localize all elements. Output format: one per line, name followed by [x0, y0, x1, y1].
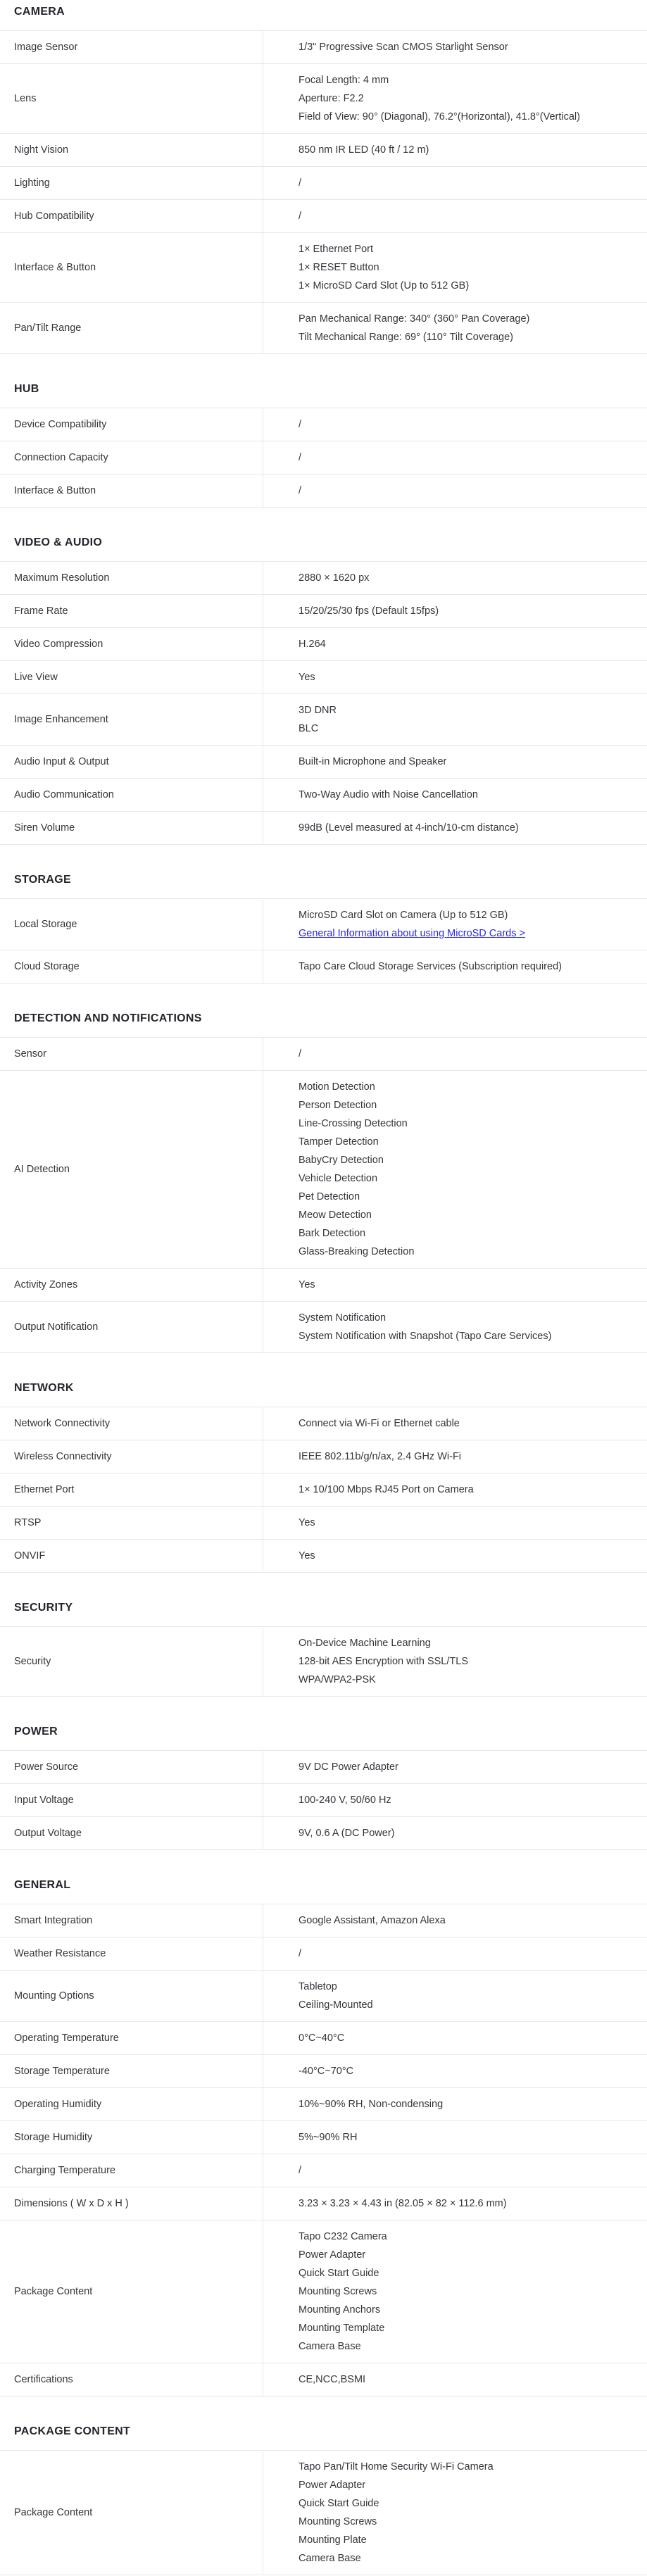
spec-value-line: Tapo C232 Camera [299, 2231, 387, 2242]
spec-row-rtsp [0, 1507, 647, 1540]
spec-label-text: Input Voltage [14, 1795, 74, 1806]
spec-label [0, 2451, 263, 2575]
spec-value-line: BabyCry Detection [299, 1155, 384, 1166]
spec-value-line: 5%~90% RH [299, 2132, 358, 2143]
spec-value-line: 128-bit AES Encryption with SSL/TLS [299, 1656, 468, 1667]
spec-value [263, 2022, 647, 2054]
spec-value-line: Tabletop [299, 1981, 337, 1992]
spec-row-pan-tilt-range [0, 303, 647, 354]
spec-label-text: Security [14, 1656, 51, 1667]
spec-row-image-enhancement [0, 694, 647, 746]
spec-row-sensor [0, 1038, 647, 1071]
spec-row-connection-capacity [0, 441, 647, 475]
spec-label [0, 1784, 263, 1816]
spec-value [263, 1302, 647, 1352]
spec-value-line: H.264 [299, 639, 326, 650]
spec-value [263, 661, 647, 693]
spec-value-line: / [299, 2165, 302, 2176]
spec-value-line: 850 nm IR LED (40 ft / 12 m) [299, 144, 429, 156]
spec-value-line: 99dB (Level measured at 4-inch/10-cm distance) [299, 822, 519, 834]
section-security [0, 1601, 647, 1697]
spec-value [263, 2121, 647, 2154]
spec-label [0, 1817, 263, 1849]
spec-label [0, 2022, 263, 2054]
spec-row-charging-temperature [0, 2154, 647, 2187]
spec-label [0, 1540, 263, 1572]
spec-label [0, 1407, 263, 1440]
spec-label-text: Siren Volume [14, 822, 75, 834]
spec-label-text: Output Voltage [14, 1828, 82, 1839]
spec-label [0, 595, 263, 627]
spec-label [0, 746, 263, 778]
spec-value-line: Tamper Detection [299, 1136, 379, 1148]
spec-label [0, 1507, 263, 1539]
spec-value-line: 1× RESET Button [299, 262, 379, 273]
spec-label-text: Wireless Connectivity [14, 1451, 112, 1462]
spec-value [263, 1269, 647, 1301]
spec-value-line: Pet Detection [299, 1191, 360, 1202]
spec-label [0, 1751, 263, 1783]
spec-value [263, 167, 647, 199]
spec-label [0, 303, 263, 353]
spec-label-text: Weather Resistance [14, 1948, 106, 1959]
spec-value-line: Yes [299, 672, 315, 683]
spec-value-line: CE,NCC,BSMI [299, 2374, 366, 2385]
spec-label-text: Charging Temperature [14, 2165, 116, 2176]
spec-value-line: 3D DNR [299, 705, 337, 716]
spec-value [263, 1038, 647, 1070]
spec-value [263, 779, 647, 811]
spec-value-line: Person Detection [299, 1100, 377, 1111]
spec-value-line: Bark Detection [299, 1228, 366, 1239]
spec-label [0, 1627, 263, 1696]
spec-label [0, 950, 263, 983]
section-title: PACKAGE CONTENT [0, 2425, 647, 2451]
spec-value-line: Meow Detection [299, 1210, 372, 1221]
spec-row-certifications [0, 2363, 647, 2396]
spec-value-line: 100-240 V, 50/60 Hz [299, 1795, 391, 1806]
section-hub [0, 382, 647, 508]
spec-value-line: Focal Length: 4 mm [299, 75, 389, 86]
spec-row-operating-humidity [0, 2088, 647, 2121]
spec-row-night-vision [0, 134, 647, 167]
section-title: SECURITY [0, 1601, 647, 1627]
spec-label-text: AI Detection [14, 1164, 70, 1175]
spec-label-text: Storage Temperature [14, 2066, 110, 2077]
spec-row-lighting [0, 167, 647, 200]
spec-label-text: Network Connectivity [14, 1418, 111, 1429]
spec-label [0, 1937, 263, 1970]
spec-value [263, 475, 647, 507]
spec-value-line: BLC [299, 723, 319, 734]
spec-value [263, 812, 647, 844]
spec-row-smart-integration [0, 1904, 647, 1937]
spec-label-text: Frame Rate [14, 605, 68, 617]
spec-value-line: Power Adapter [299, 2480, 366, 2491]
spec-label-text: Video Compression [14, 639, 103, 650]
spec-value-line: Pan Mechanical Range: 340° (360° Pan Coverage) [299, 313, 530, 325]
spec-label-text: Package Content [14, 2286, 93, 2297]
spec-value [263, 595, 647, 627]
spec-row-audio-input-output [0, 746, 647, 779]
spec-value [263, 2451, 647, 2575]
spec-label-text: Lighting [14, 177, 50, 189]
spec-label [0, 562, 263, 594]
spec-value-line: 0°C~40°C [299, 2032, 345, 2044]
spec-value-line: System Notification with Snapshot (Tapo Care Services) [299, 1331, 552, 1342]
spec-value-line: Tilt Mechanical Range: 69° (110° Tilt Coverage) [299, 332, 513, 343]
spec-row-hub-compatibility [0, 200, 647, 233]
spec-value-line: Mounting Plate [299, 2534, 367, 2546]
spec-value [263, 1937, 647, 1970]
spec-row-ai-detection [0, 1071, 647, 1269]
spec-label-text: Storage Humidity [14, 2132, 93, 2143]
spec-value-line: Tapo Pan/Tilt Home Security Wi-Fi Camera [299, 2461, 494, 2473]
spec-row-local-storage [0, 899, 647, 950]
spec-value-line: Line-Crossing Detection [299, 1118, 408, 1129]
spec-row-ethernet-port [0, 1474, 647, 1507]
spec-value [263, 303, 647, 353]
spec-label [0, 2363, 263, 2396]
spec-label-text: Operating Humidity [14, 2099, 102, 2110]
spec-label [0, 2121, 263, 2154]
spec-label [0, 694, 263, 745]
spec-label [0, 2088, 263, 2121]
section-detection-and-notifications [0, 1012, 647, 1353]
spec-row-network-connectivity [0, 1407, 647, 1440]
spec-label-text: Device Compatibility [14, 419, 107, 430]
spec-value-line: Ceiling-Mounted [299, 1999, 373, 2011]
spec-value-line: Vehicle Detection [299, 1173, 378, 1184]
spec-label [0, 2187, 263, 2220]
spec-value-line: Yes [299, 1517, 315, 1528]
spec-value-line: Two-Way Audio with Noise Cancellation [299, 789, 478, 800]
spec-value [263, 1784, 647, 1816]
spec-label [0, 2154, 263, 2187]
spec-value-line: Google Assistant, Amazon Alexa [299, 1915, 446, 1926]
spec-row-onvif [0, 1540, 647, 1573]
spec-row-storage-humidity [0, 2121, 647, 2154]
spec-label-text: ONVIF [14, 1550, 46, 1562]
spec-value-line: Quick Start Guide [299, 2498, 379, 2509]
spec-label [0, 1971, 263, 2021]
spec-value-line: / [299, 1948, 302, 1959]
section-title: VIDEO & AUDIO [0, 536, 647, 562]
spec-label [0, 628, 263, 660]
spec-value [263, 1507, 647, 1539]
spec-row-interface-button [0, 233, 647, 303]
spec-value-line: Camera Base [299, 2553, 361, 2564]
spec-label-text: Interface & Button [14, 262, 96, 273]
spec-value [263, 1474, 647, 1506]
spec-value-line: Mounting Screws [299, 2286, 377, 2297]
spec-label [0, 31, 263, 63]
spec-label-text: Package Content [14, 2507, 93, 2518]
spec-value-line: / [299, 485, 302, 496]
spec-label [0, 1440, 263, 1473]
spec-value-line: 9V, 0.6 A (DC Power) [299, 1828, 395, 1839]
spec-value-line: 1× Ethernet Port [299, 244, 373, 255]
spec-value-line: Mounting Template [299, 2323, 385, 2334]
spec-value-line: IEEE 802.11b/g/n/ax, 2.4 GHz Wi-Fi [299, 1451, 462, 1462]
spec-value-line: Aperture: F2.2 [299, 93, 364, 104]
spec-value-line: 9V DC Power Adapter [299, 1761, 398, 1773]
spec-label-text: Sensor [14, 1048, 46, 1060]
spec-value-line: 15/20/25/30 fps (Default 15fps) [299, 605, 439, 617]
spec-value [263, 694, 647, 745]
spec-label [0, 64, 263, 133]
spec-value-line: Field of View: 90° (Diagonal), 76.2°(Horizontal), 41.8°(Vertical) [299, 111, 580, 122]
spec-value [263, 2154, 647, 2187]
spec-value-line: Quick Start Guide [299, 2268, 379, 2279]
section-package-content [0, 2425, 647, 2575]
spec-row-package-content [0, 2220, 647, 2363]
spec-label-text: Live View [14, 672, 58, 683]
spec-row-video-compression [0, 628, 647, 661]
spec-value [263, 1071, 647, 1268]
spec-value-line: Connect via Wi-Fi or Ethernet cable [299, 1418, 460, 1429]
spec-row-lens [0, 64, 647, 134]
spec-label-text: Audio Input & Output [14, 756, 109, 767]
spec-value-line: Power Adapter [299, 2249, 366, 2261]
spec-value-line: / [299, 211, 302, 222]
spec-label-text: Lens [14, 93, 37, 104]
spec-label [0, 441, 263, 474]
spec-label-text: Image Sensor [14, 42, 78, 53]
spec-label-text: Image Enhancement [14, 714, 108, 725]
spec-value [263, 1407, 647, 1440]
spec-value-line: / [299, 452, 302, 463]
spec-value-line: 1× 10/100 Mbps RJ45 Port on Camera [299, 1484, 474, 1495]
spec-value [263, 1540, 647, 1572]
spec-value-line: / [299, 177, 302, 189]
spec-label-text: Audio Communication [14, 789, 114, 800]
spec-label [0, 1474, 263, 1506]
spec-row-live-view [0, 661, 647, 694]
spec-value [263, 899, 647, 950]
spec-value-line: On-Device Machine Learning [299, 1638, 431, 1649]
spec-label-text: Hub Compatibility [14, 211, 94, 222]
spec-value [263, 31, 647, 63]
spec-label [0, 1904, 263, 1937]
spec-row-security [0, 1627, 647, 1697]
spec-value-line: 1/3" Progressive Scan CMOS Starlight Sensor [299, 42, 508, 53]
spec-value [263, 233, 647, 302]
spec-label [0, 200, 263, 232]
spec-label [0, 167, 263, 199]
spec-label [0, 408, 263, 441]
spec-label-text: Pan/Tilt Range [14, 322, 82, 334]
spec-value [263, 1440, 647, 1473]
spec-label [0, 812, 263, 844]
section-title: CAMERA [0, 5, 647, 31]
spec-row-activity-zones [0, 1269, 647, 1302]
section-storage [0, 873, 647, 984]
spec-value-line: Camera Base [299, 2341, 361, 2352]
spec-value [263, 2220, 647, 2363]
spec-value [263, 64, 647, 133]
section-video-audio [0, 536, 647, 845]
section-network [0, 1381, 647, 1573]
spec-value-line: MicroSD Card Slot on Camera (Up to 512 GB) [299, 910, 508, 921]
spec-label-text: Mounting Options [14, 1990, 94, 2002]
spec-row-power-source [0, 1751, 647, 1784]
spec-label-text: Smart Integration [14, 1915, 93, 1926]
spec-value-line: Built-in Microphone and Speaker [299, 756, 447, 767]
spec-label-text: Local Storage [14, 919, 77, 930]
spec-value-line: WPA/WPA2-PSK [299, 1674, 376, 1685]
spec-value-line: Tapo Care Cloud Storage Services (Subscription required) [299, 961, 562, 972]
spec-label [0, 779, 263, 811]
spec-value-line: Mounting Screws [299, 2516, 377, 2527]
spec-label [0, 661, 263, 693]
spec-row-device-compatibility [0, 408, 647, 441]
spec-label-text: RTSP [14, 1517, 42, 1528]
section-camera [0, 0, 647, 354]
spec-label-text: Cloud Storage [14, 961, 80, 972]
spec-label [0, 899, 263, 950]
spec-row-dimensions-w-x-d-x-h [0, 2187, 647, 2220]
spec-label [0, 2220, 263, 2363]
microsd-info-link[interactable]: General Information about using MicroSD Cards > [299, 928, 525, 939]
section-title: STORAGE [0, 873, 647, 899]
spec-value-line: 3.23 × 3.23 × 4.43 in (82.05 × 82 × 112.6 mm) [299, 2198, 507, 2209]
section-title: NETWORK [0, 1381, 647, 1407]
spec-label [0, 2055, 263, 2087]
spec-row-input-voltage [0, 1784, 647, 1817]
spec-value-line: 10%~90% RH, Non-condensing [299, 2099, 444, 2110]
spec-value [263, 408, 647, 441]
spec-row-frame-rate [0, 595, 647, 628]
spec-label-text: Interface & Button [14, 485, 96, 496]
spec-row-wireless-connectivity [0, 1440, 647, 1474]
spec-label [0, 1302, 263, 1352]
spec-value [263, 1971, 647, 2021]
spec-value [263, 1817, 647, 1849]
section-power [0, 1725, 647, 1850]
spec-value [263, 1904, 647, 1937]
spec-row-audio-communication [0, 779, 647, 812]
spec-label [0, 1071, 263, 1268]
spec-label-text: Output Notification [14, 1321, 99, 1333]
spec-label-text: Night Vision [14, 144, 69, 156]
spec-value-line: Yes [299, 1550, 315, 1562]
spec-value-line: 2880 × 1620 px [299, 572, 370, 584]
spec-value-line: / [299, 419, 302, 430]
spec-value [263, 2187, 647, 2220]
spec-row-interface-button [0, 475, 647, 508]
spec-value-line: Motion Detection [299, 1081, 375, 1093]
spec-value [263, 1627, 647, 1696]
spec-label-text: Activity Zones [14, 1279, 78, 1290]
spec-value [263, 562, 647, 594]
spec-label-text: Maximum Resolution [14, 572, 110, 584]
spec-value-line: Mounting Anchors [299, 2304, 381, 2316]
spec-value-line: / [299, 1048, 302, 1060]
section-title: GENERAL [0, 1878, 647, 1904]
spec-value-line: -40°C~70°C [299, 2066, 354, 2077]
spec-row-operating-temperature [0, 2022, 647, 2055]
spec-label [0, 134, 263, 166]
section-title: DETECTION AND NOTIFICATIONS [0, 1012, 647, 1038]
spec-row-mounting-options [0, 1971, 647, 2022]
spec-row-image-sensor [0, 31, 647, 64]
spec-value [263, 2055, 647, 2087]
spec-value-line: System Notification [299, 1312, 387, 1324]
spec-row-storage-temperature [0, 2055, 647, 2088]
spec-label-text: Ethernet Port [14, 1484, 75, 1495]
spec-value [263, 200, 647, 232]
spec-label-text: Power Source [14, 1761, 79, 1773]
spec-label [0, 233, 263, 302]
spec-label-text: Dimensions ( W x D x H ) [14, 2198, 129, 2209]
spec-value [263, 2088, 647, 2121]
spec-value [263, 950, 647, 983]
spec-row-siren-volume [0, 812, 647, 845]
spec-label-text: Certifications [14, 2374, 73, 2385]
section-title: POWER [0, 1725, 647, 1751]
spec-row-maximum-resolution [0, 562, 647, 595]
spec-label [0, 1269, 263, 1301]
spec-row-output-notification [0, 1302, 647, 1353]
section-general [0, 1878, 647, 2396]
spec-row-output-voltage [0, 1817, 647, 1850]
spec-value [263, 441, 647, 474]
spec-row-cloud-storage [0, 950, 647, 984]
spec-label-text: Connection Capacity [14, 452, 108, 463]
section-title: HUB [0, 382, 647, 408]
spec-value-line: 1× MicroSD Card Slot (Up to 512 GB) [299, 280, 470, 291]
spec-label-text: Operating Temperature [14, 2032, 119, 2044]
spec-value [263, 2363, 647, 2396]
spec-row-package-content [0, 2451, 647, 2575]
spec-label [0, 1038, 263, 1070]
spec-value [263, 1751, 647, 1783]
spec-value [263, 628, 647, 660]
spec-value-line: Glass-Breaking Detection [299, 1246, 415, 1257]
spec-row-weather-resistance [0, 1937, 647, 1971]
spec-value [263, 134, 647, 166]
spec-value [263, 746, 647, 778]
spec-label [0, 475, 263, 507]
spec-value-line: Yes [299, 1279, 315, 1290]
